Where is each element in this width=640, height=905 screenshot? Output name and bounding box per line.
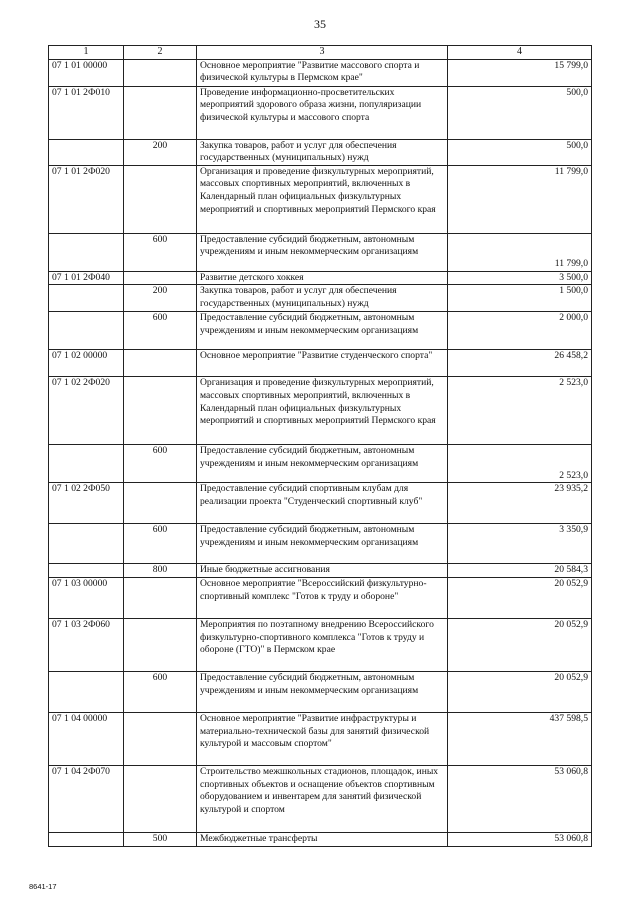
type-cell: 600 xyxy=(124,445,197,483)
table-row xyxy=(49,271,592,285)
code-cell xyxy=(49,671,124,712)
code-cell: 07 1 02 2Ф020 xyxy=(49,377,124,445)
description-cell: Предоставление субсидий бюджетным, автономным учреждениям и иным некоммерческим организациям xyxy=(197,524,448,564)
table-row xyxy=(49,564,592,578)
code-cell: 07 1 03 2Ф060 xyxy=(49,618,124,671)
type-cell: 600 xyxy=(124,524,197,564)
amount-cell: 53 060,8 xyxy=(448,832,592,846)
code-cell: 07 1 01 2Ф010 xyxy=(49,86,124,139)
description-cell: Иные бюджетные ассигнования xyxy=(197,564,448,578)
type-cell xyxy=(124,618,197,671)
table-row xyxy=(49,671,592,712)
amount-cell: 437 598,5 xyxy=(448,712,592,765)
code-cell: 07 1 01 2Ф040 xyxy=(49,271,124,285)
code-cell: 07 1 02 2Ф050 xyxy=(49,483,124,524)
description-cell: Межбюджетные трансферты xyxy=(197,832,448,846)
budget-table xyxy=(48,45,592,847)
table-header-row xyxy=(49,46,592,60)
table-row xyxy=(49,577,592,618)
description-cell: Закупка товаров, работ и услуг для обеспечения государственных (муниципальных) нужд xyxy=(197,285,448,312)
code-cell xyxy=(49,445,124,483)
type-cell xyxy=(124,350,197,377)
description-cell: Предоставление субсидий бюджетным, автономным учреждениям и иным некоммерческим организациям xyxy=(197,312,448,350)
header-cell: 4 xyxy=(448,46,592,60)
amount-cell: 11 799,0 xyxy=(448,165,592,233)
type-cell: 200 xyxy=(124,139,197,165)
amount-cell: 20 052,9 xyxy=(448,671,592,712)
type-cell xyxy=(124,712,197,765)
type-cell: 200 xyxy=(124,285,197,312)
table-row xyxy=(49,712,592,765)
type-cell xyxy=(124,765,197,832)
type-cell: 500 xyxy=(124,832,197,846)
type-cell xyxy=(124,377,197,445)
description-cell: Строительство межшкольных стадионов, площадок, иных спортивных объектов и оснащение объектов спортивным оборудованием и инвентарем для занятий физической культурой и спортом xyxy=(197,765,448,832)
table-row xyxy=(49,86,592,139)
table-row xyxy=(49,233,592,271)
type-cell: 600 xyxy=(124,671,197,712)
amount-cell: 11 799,0 xyxy=(448,233,592,271)
type-cell xyxy=(124,59,197,86)
amount-cell: 500,0 xyxy=(448,86,592,139)
code-cell xyxy=(49,312,124,350)
description-cell: Предоставление субсидий бюджетным, автономным учреждениям и иным некоммерческим организациям xyxy=(197,233,448,271)
table-row xyxy=(49,445,592,483)
code-cell: 07 1 01 00000 xyxy=(49,59,124,86)
amount-cell: 1 500,0 xyxy=(448,285,592,312)
code-cell xyxy=(49,285,124,312)
description-cell: Основное мероприятие "Развитие инфраструктуры и материально-технической базы для занятий физической культурой и массовым спортом" xyxy=(197,712,448,765)
code-cell: 07 1 04 00000 xyxy=(49,712,124,765)
table-row xyxy=(49,312,592,350)
description-cell: Основное мероприятие "Развитие массового спорта и физической культуры в Пермском крае" xyxy=(197,59,448,86)
code-cell xyxy=(49,524,124,564)
amount-cell: 23 935,2 xyxy=(448,483,592,524)
description-cell: Предоставление субсидий спортивным клубам для реализации проекта "Студенческий спортивный клуб" xyxy=(197,483,448,524)
table-row xyxy=(49,59,592,86)
table-row xyxy=(49,618,592,671)
description-cell: Предоставление субсидий бюджетным, автономным учреждениям и иным некоммерческим организациям xyxy=(197,445,448,483)
code-cell xyxy=(49,564,124,578)
code-cell: 07 1 01 2Ф020 xyxy=(49,165,124,233)
amount-cell: 26 458,2 xyxy=(448,350,592,377)
amount-cell: 20 052,9 xyxy=(448,577,592,618)
page-number: 35 xyxy=(314,17,326,31)
type-cell xyxy=(124,483,197,524)
amount-cell: 53 060,8 xyxy=(448,765,592,832)
amount-cell: 20 584,3 xyxy=(448,564,592,578)
table-row xyxy=(49,483,592,524)
description-cell: Основное мероприятие "Всероссийский физкультурно-спортивный комплекс "Готов к труду и обороне" xyxy=(197,577,448,618)
amount-cell: 20 052,9 xyxy=(448,618,592,671)
table-row xyxy=(49,139,592,165)
code-cell xyxy=(49,139,124,165)
type-cell xyxy=(124,271,197,285)
type-cell: 600 xyxy=(124,312,197,350)
code-cell: 07 1 02 00000 xyxy=(49,350,124,377)
type-cell xyxy=(124,86,197,139)
table-row xyxy=(49,524,592,564)
description-cell: Мероприятия по поэтапному внедрению Всероссийского физкультурно-спортивного комплекса "Готов к труду и обороне (ГТО)" в Пермском крае xyxy=(197,618,448,671)
table-row xyxy=(49,350,592,377)
type-cell xyxy=(124,577,197,618)
header-cell: 3 xyxy=(197,46,448,60)
description-cell: Организация и проведение физкультурных мероприятий, массовых спортивных мероприятий, включенных в Календарный план официальных физкультурных мероприятий и спортивных мероприятий Пермского края xyxy=(197,377,448,445)
amount-cell: 2 523,0 xyxy=(448,377,592,445)
table-row xyxy=(49,377,592,445)
amount-cell: 500,0 xyxy=(448,139,592,165)
header-cell: 2 xyxy=(124,46,197,60)
type-cell xyxy=(124,165,197,233)
amount-cell: 3 350,9 xyxy=(448,524,592,564)
table-row xyxy=(49,165,592,233)
description-cell: Основное мероприятие "Развитие студенческого спорта" xyxy=(197,350,448,377)
amount-cell: 2 523,0 xyxy=(448,445,592,483)
amount-cell: 15 799,0 xyxy=(448,59,592,86)
description-cell: Проведение информационно-просветительских мероприятий здорового образа жизни, популяризации физической культуры и массового спорта xyxy=(197,86,448,139)
code-cell xyxy=(49,233,124,271)
table-row xyxy=(49,832,592,846)
code-cell: 07 1 04 2Ф070 xyxy=(49,765,124,832)
code-cell: 07 1 03 00000 xyxy=(49,577,124,618)
table-row xyxy=(49,765,592,832)
amount-cell: 3 500,0 xyxy=(448,271,592,285)
amount-cell: 2 000,0 xyxy=(448,312,592,350)
footer-code: 8641-17 xyxy=(29,882,57,891)
description-cell: Закупка товаров, работ и услуг для обеспечения государственных (муниципальных) нужд xyxy=(197,139,448,165)
header-cell: 1 xyxy=(49,46,124,60)
type-cell: 600 xyxy=(124,233,197,271)
code-cell xyxy=(49,832,124,846)
table-row xyxy=(49,285,592,312)
description-cell: Организация и проведение физкультурных мероприятий, массовых спортивных мероприятий, включенных в Календарный план официальных физкультурных мероприятий и спортивных мероприятий Пермского края xyxy=(197,165,448,233)
description-cell: Развитие детского хоккея xyxy=(197,271,448,285)
description-cell: Предоставление субсидий бюджетным, автономным учреждениям и иным некоммерческим организациям xyxy=(197,671,448,712)
type-cell: 800 xyxy=(124,564,197,578)
